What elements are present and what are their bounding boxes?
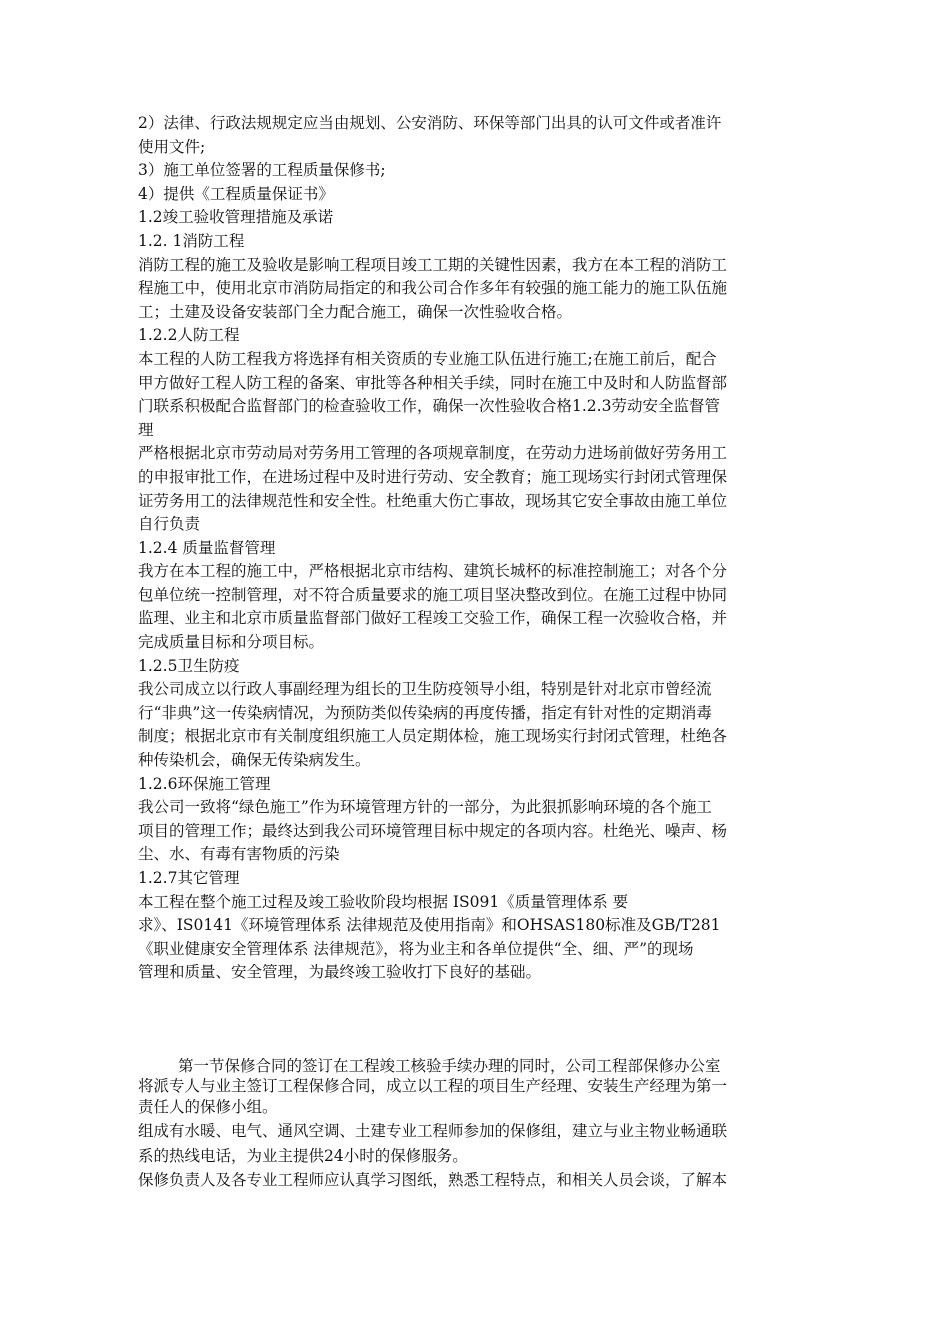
- section-heading: 1.2竣工验收管理措施及承诺: [138, 208, 334, 227]
- text-line: 门联系积极配合监督部门的检查验收工作，确保一次性验收合格1.2.3劳动安全监督管: [138, 397, 720, 416]
- text-line: 完成质量目标和分项目标。: [138, 633, 325, 652]
- text-line: 严格根据北京市劳动局对劳务用工管理的各项规章制度，在劳动力进场前做好劳务用工: [138, 444, 728, 463]
- text-line: 项目的管理工作；最终达到我公司环境管理目标中规定的各项内容。杜绝光、噪声、杨: [138, 821, 728, 840]
- text-line: 将派专人与业主签订工程保修合同，成立以工程的项目生产经理、安装生产经理为第一: [138, 1077, 728, 1096]
- document-body-section-a: [138, 112, 828, 985]
- section-heading: 1.2. 1消防工程: [138, 231, 245, 250]
- section-heading: 1.2.7其它管理: [138, 869, 240, 887]
- text-line: 2）法律、行政法规规定应当由规划、公安消防、环保等部门出具的认可文件或者准许: [138, 114, 722, 132]
- section-heading: 1.2.4 质量监督管理: [138, 538, 276, 557]
- text-line: 我方在本工程的施工中，严格根据北京市结构、建筑长城杯的标准控制施工；对各个分: [138, 562, 728, 581]
- text-line: 监理、业主和北京市质量监督部门做好工程竣工交验工作，确保工程一次验收合格，并: [138, 609, 728, 628]
- text-line: 证劳务用工的法律规范性和安全性。杜绝重大伤亡事故，现场其它安全事故由施工单位: [138, 491, 728, 510]
- text-line: 求》、IS0141《环境管理体系 法律规范及使用指南》和OHSAS180标准及GB/T281: [138, 916, 721, 935]
- text-line: 使用文件;: [138, 137, 206, 156]
- document-body-section-b: [138, 1056, 828, 1194]
- text-line: 理: [138, 420, 154, 439]
- text-line: 甲方做好工程人防工程的备案、审批等各种相关手续，同时在施工中及时和人防监督部: [138, 373, 728, 392]
- text-line: 《职业健康安全管理体系 法律规范》，将为业主和各单位提供“全、细、严”的现场: [138, 939, 694, 958]
- text-line: 责任人的保修小组。: [138, 1097, 278, 1116]
- text-line: 组成有水暖、电气、通风空调、土建专业工程师参加的保修组，建立与业主物业畅通联: [138, 1122, 728, 1141]
- text-line: 自行负责: [138, 515, 201, 534]
- text-line: 本工程的人防工程我方将选择有相关资质的专业施工队伍进行施工;在施工前后，配合: [138, 349, 717, 368]
- text-line: 工；土建及设备安装部门全力配合施工，确保一次性验收合格。: [138, 302, 573, 321]
- text-line: 系的热线电话，为业主提供24小时的保修服务。: [138, 1146, 468, 1165]
- text-line: 本工程在整个施工过程及竣工验收阶段均根据 IS091《质量管理体系 要: [138, 892, 629, 911]
- text-line: 保修负责人及各专业工程师应认真学习图纸，熟悉工程特点，和相关人员会谈，了解本: [138, 1170, 728, 1189]
- paragraph-first-line: 第一节保修合同的签订在工程竣工核验手续办理的同时，公司工程部保修办公室: [178, 1057, 721, 1075]
- text-line: 我公司一致将“绿色施工”作为环境管理方针的一部分，为此狠抓影响环境的各个施工: [138, 798, 712, 817]
- text-line: 制度；根据北京市有关制度组织施工人员定期体检，施工现场实行封闭式管理，杜绝各: [138, 727, 728, 746]
- text-line: 种传染机会，确保无传染病发生。: [138, 751, 371, 770]
- section-heading: 1.2.5卫生防疫: [138, 656, 240, 675]
- text-line: 我公司成立以行政人事副经理为组长的卫生防疫领导小组，特别是针对北京市曾经流: [138, 680, 712, 699]
- section-heading: 1.2.2人防工程: [138, 326, 240, 345]
- text-line: 3）施工单位签署的工程质量保修书;: [138, 161, 386, 180]
- text-line: 消防工程的施工及验收是影响工程项目竣工工期的关键性因素，我方在本工程的消防工: [138, 255, 728, 274]
- text-line: 包单位统一控制管理，对不符合质量要求的施工项目坚决整改到位。在施工过程中协同: [138, 585, 728, 604]
- text-line: 程施工中，使用北京市消防局指定的和我公司合作多年有较强的施工能力的施工队伍施: [138, 279, 728, 298]
- text-line: 4）提供《工程质量保证书》: [138, 184, 334, 203]
- text-line: 尘、水、有毒有害物质的污染: [138, 845, 340, 864]
- section-heading: 1.2.6环保施工管理: [138, 774, 271, 793]
- text-line: 行“非典”这一传染病情况，为预防类似传染病的再度传播，指定有针对性的定期消毒: [138, 703, 712, 722]
- text-line: 的申报审批工作，在进场过程中及时进行劳动、安全教育；施工现场实行封闭式管理保: [138, 467, 728, 486]
- text-line: 管理和质量、安全管理，为最终竣工验收打下良好的基础。: [138, 963, 542, 982]
